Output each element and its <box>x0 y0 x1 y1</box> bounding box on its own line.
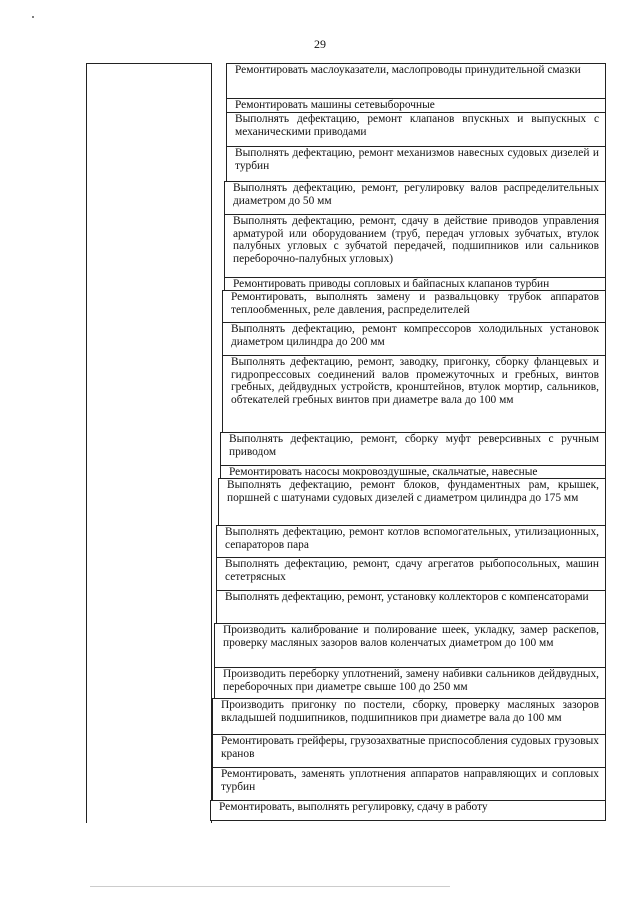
table-row: Производить пригонку по постели, сборку, проверку масляных зазоров вкладышей подшипников, подшипников при диаметре вала до 100 мм <box>212 698 606 735</box>
table-row: Ремонтировать насосы мокровоздушные, скальчатые, навесные <box>220 465 606 479</box>
table-row: Производить калибрование и полирование шеек, укладку, замер раскепов, проверку масляных зазоров валов коленчатых диаметром до 100 мм <box>214 623 606 668</box>
table-row: Выполнять дефектацию, ремонт блоков, фундаментных рам, крышек, поршней с шатунами судовых дизелей с диаметром цилиндра до 175 мм <box>218 478 606 526</box>
table-row: Производить переборку уплотнений, замену набивки сальников дейдвудных, переборочных при диаметре свыше 100 до 250 мм <box>214 667 606 699</box>
table-row: Выполнять дефектацию, ремонт компрессоров холодильных установок диаметром цилиндра до 200 мм <box>222 322 606 356</box>
left-column-cell <box>86 63 212 823</box>
table-row: Ремонтировать, выполнять регулировку, сдачу в работу <box>210 800 606 821</box>
table-row: Ремонтировать, заменять уплотнения аппаратов направляющих и сопловых турбин <box>212 767 606 801</box>
page-number: 29 <box>314 37 326 51</box>
table-row: Выполнять дефектацию, ремонт котлов вспомогательных, утилизационных, сепараторов пара <box>216 525 606 558</box>
table-row: Ремонтировать машины сетевыборочные <box>226 98 606 113</box>
table-row: Выполнять дефектацию, ремонт, установку коллекторов с компенсаторами <box>216 590 606 624</box>
table-row: Выполнять дефектацию, ремонт, заводку, пригонку, сборку фланцевых и гидропрессовых соединений валов промежуточных и гребных, винтов гребных, дейдвудных устройств, кронштейнов, втулок мортир, сальников, обтекателей гребных винтов при диаметре вала до 100 мм <box>222 355 606 433</box>
table-row: Выполнять дефектацию, ремонт, сдачу в действие приводов управления арматурой или оборудованием (труб, передач угловых зубчатых, втулок палубных угловых с зубчатой передачей, подшипников или сальников переборочно-палубных угловых) <box>224 214 606 278</box>
table-row: Выполнять дефектацию, ремонт, регулировку валов распределительных диаметром до 50 мм <box>224 181 606 215</box>
table-row: Выполнять дефектацию, ремонт механизмов навесных судовых дизелей и турбин <box>226 146 606 182</box>
table-row: Ремонтировать, выполнять замену и развальцовку трубок аппаратов теплообменных, реле давления, распределителей <box>222 290 606 323</box>
table-row: Выполнять дефектацию, ремонт, сборку муфт реверсивных с ручным приводом <box>220 432 606 466</box>
scan-artifact <box>32 16 34 18</box>
document-table <box>86 63 606 825</box>
table-row: Выполнять дефектацию, ремонт клапанов впускных и выпускных с механическими приводами <box>226 112 606 147</box>
table-row: Выполнять дефектацию, ремонт, сдачу агрегатов рыбопосольных, машин сететрясных <box>216 557 606 591</box>
table-row: Ремонтировать приводы сопловых и байпасных клапанов турбин <box>224 277 606 291</box>
table-row: Ремонтировать грейферы, грузозахватные приспособления судовых грузовых кранов <box>212 734 606 768</box>
table-row: Ремонтировать маслоуказатели, маслопроводы принудительной смазки <box>226 63 606 99</box>
scan-edge-line <box>90 886 450 887</box>
